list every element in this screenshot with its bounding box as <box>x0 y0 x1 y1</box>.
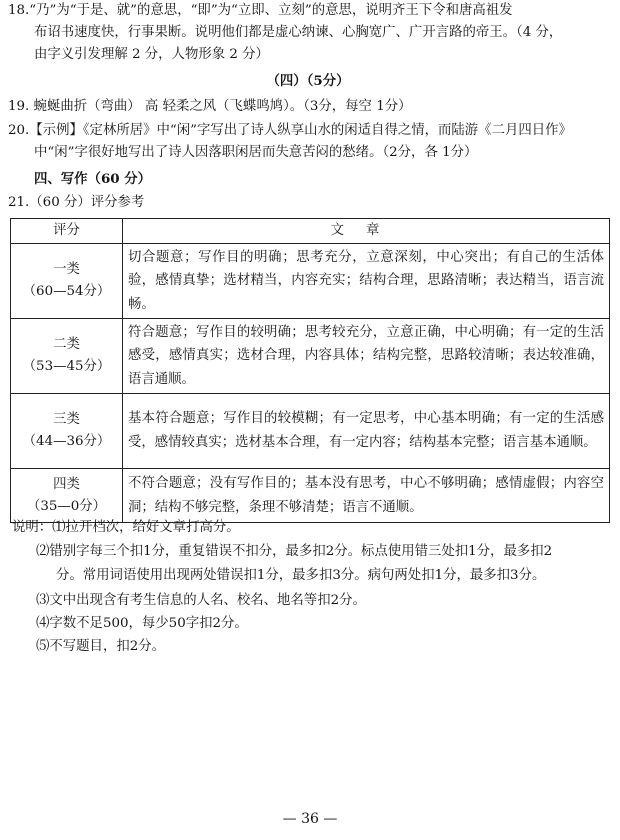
grading-table-header <box>11 219 610 244</box>
grade-description: 不符合题意；没有写作目的；基本没有思考，中心不够明确；感情虚假；内容空洞；结构不够完整，条理不够清楚；语言不通顺。 <box>123 469 610 523</box>
writing-section-heading: 四、写作（60 分） <box>34 171 152 187</box>
grade-category <box>11 244 123 319</box>
q18-line-3: 由字义引发理解 2 分，人物形象 2 分） <box>34 47 269 62</box>
q20-line-2: 中“闲”字很好地写出了诗人因落职闲居而失意苦闷的愁绪。（2分，各 1分） <box>34 145 478 160</box>
grade-range: （60—54分） <box>22 284 111 299</box>
grade-range: （35—0分） <box>26 498 107 514</box>
grade-category <box>11 469 123 523</box>
q18-line-1: 18.“乃”为“于是、就”的意思，“即”为“立即、立刻”的意思，说明齐王下令和唐高祖发 <box>8 3 513 18</box>
q19-answer: 19. 蜿蜒曲折（弯曲） 高 轻柔之风（飞蝶鸣鸠）。（3分，每空 1分） <box>8 99 412 114</box>
q20-answer <box>8 120 608 164</box>
q18-answer <box>8 0 608 66</box>
note-2-line-1: ⑵错别字每三个扣1分，重复错误不扣分，最多扣2分。标点使用错三处扣1分，最多扣2 <box>36 544 553 559</box>
note-2-line-2: 分。常用词语使用出现两处错误扣1分，最多扣3分。病句两处扣1分，最多扣3分。 <box>56 568 546 583</box>
note-3: ⑶文中出现含有考生信息的人名、校名、地名等扣2分。 <box>36 593 366 608</box>
grade-description: 切合题意；写作目的明确；思考充分，立意深刻，中心突出；有自己的生活体验，感情真挚；选材精当，内容充实；结构合理，思路清晰；表达精当，语言流畅。 <box>123 244 610 319</box>
grade-name: 三类 <box>53 412 80 427</box>
grade-description: 基本符合题意；写作目的较模糊；有一定思考，中心基本明确；有一定的生活感受，感情较真实；选材基本合理，有一定内容；结构基本完整；语言基本通顺。 <box>123 394 610 469</box>
note-5: ⑸不写题目，扣2分。 <box>36 639 166 654</box>
grade-name: 一类 <box>53 262 80 277</box>
grade-name: 二类 <box>53 337 80 352</box>
table-row <box>11 244 610 319</box>
grade-category <box>11 394 123 469</box>
table-row <box>11 469 610 523</box>
note-4: ⑷字数不足500，每少50字扣2分。 <box>36 616 248 631</box>
grade-description: 符合题意；写作目的较明确；思考较充分，立意正确，中心明确；有一定的生活感受，感情真实；选材合理，内容具体；结构完整，思路较清晰；表达较准确，语言通顺。 <box>123 319 610 394</box>
q21-label: 21.（60 分）评分参考 <box>8 195 145 210</box>
table-row <box>11 394 610 469</box>
grading-table <box>10 218 610 523</box>
grade-category <box>11 319 123 394</box>
header-article: 文章 <box>123 219 610 244</box>
table-row <box>11 319 610 394</box>
note-1: 说明：⑴拉开档次，给好文章打高分。 <box>12 520 240 535</box>
grade-name: 四类 <box>53 476 80 492</box>
grade-range: （44—36分） <box>22 434 111 449</box>
q18-line-2: 布诏书速度快，行事果断。说明他们都是虚心纳谏、心胸宽广、广开言路的帝王。（4 分， <box>34 25 563 40</box>
page-number: — 36 — <box>282 811 338 827</box>
header-score: 评分 <box>11 219 123 244</box>
grade-range: （53—45分） <box>22 359 111 374</box>
section-4-heading: （四）（5分） <box>266 73 350 89</box>
q20-line-1: 20.【示例】《定林所居》中“闲”字写出了诗人纵享山水的闲适自得之情，而陆游《二月四日作》 <box>8 123 572 138</box>
